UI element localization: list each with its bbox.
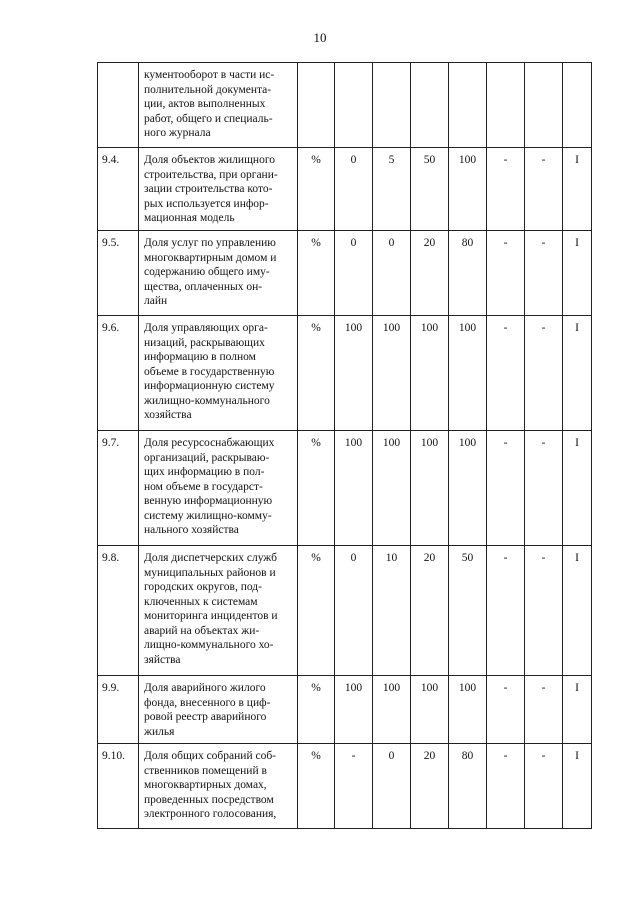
value-cell: 0: [388, 237, 395, 249]
value-cell: 100: [458, 322, 477, 334]
value-cell: 100: [344, 682, 363, 694]
indicator-name: Доля общих собраний соб- ственников помещений в многоквартирных домах, проведенных посредством электронного голосования,: [144, 750, 277, 820]
value-cell: 100: [382, 437, 401, 449]
value-cell: 20: [423, 237, 436, 249]
value-cell: 20: [423, 552, 436, 564]
value-cell: [373, 63, 410, 68]
value-cell: -: [503, 237, 508, 249]
table-row: [98, 546, 592, 676]
value-cell: -: [541, 237, 546, 249]
indicator-name: Доля ресурсоснабжающих организаций, раскрываю- щих информацию в пол- ном объеме в государст- венную информационную систему жилищно-комму- нального хозяйства: [144, 437, 275, 536]
value-cell: -: [503, 552, 508, 564]
indicator-name: Доля аварийного жилого фонда, внесенного в циф- ровой реестр аварийного жилья: [144, 682, 271, 738]
value-cell: -: [541, 682, 546, 694]
value-cell: 100: [458, 437, 477, 449]
table-row: [98, 316, 592, 431]
value-cell: [487, 63, 524, 68]
value-cell: -: [351, 750, 356, 762]
value-cell: -: [503, 154, 508, 166]
row-number: 9.6.: [102, 322, 120, 334]
unit-cell: %: [311, 437, 321, 449]
value-cell: [411, 63, 448, 68]
value-cell: 100: [382, 682, 401, 694]
row-number: 9.10.: [102, 750, 125, 762]
value-cell: [335, 63, 372, 68]
value-cell: -: [503, 322, 508, 334]
value-cell: 50: [423, 154, 436, 166]
value-cell: 100: [420, 682, 439, 694]
indicator-name: Доля диспетчерских служб муниципальных районов и городских округов, под- ключенных к системам мониторинга инцидентов и аварий на объектах жи- лищно-коммунального хо- зяйства: [144, 552, 278, 666]
indicators-table: [97, 62, 592, 829]
indicator-name: Доля объектов жилищного строительства, при органи- зации строительства кото- рых используется инфор- мационная модель: [144, 154, 278, 224]
value-cell: -: [541, 154, 546, 166]
unit-cell: %: [311, 154, 321, 166]
table-row: [98, 231, 592, 316]
value-cell: -: [503, 437, 508, 449]
value-cell: 80: [461, 750, 474, 762]
indicator-name: Доля управляющих орга- низаций, раскрывающих информацию в полном объеме в государственную информационную систему жилищно-коммунального хозяйства: [144, 322, 275, 421]
stage-cell: I: [575, 437, 579, 449]
value-cell: 50: [461, 552, 474, 564]
value-cell: 0: [350, 237, 357, 249]
value-cell: 5: [388, 154, 395, 166]
value-cell: 100: [382, 322, 401, 334]
stage-cell: I: [575, 237, 579, 249]
unit-cell: [298, 63, 334, 68]
table-row: [98, 148, 592, 231]
unit-cell: %: [311, 237, 321, 249]
table-row: [98, 744, 592, 829]
value-cell: -: [541, 552, 546, 564]
value-cell: [525, 63, 562, 68]
row-number: [98, 63, 138, 68]
stage-cell: I: [575, 552, 579, 564]
value-cell: [449, 63, 486, 68]
value-cell: 100: [458, 154, 477, 166]
value-cell: 0: [350, 552, 357, 564]
row-number: 9.4.: [102, 154, 120, 166]
value-cell: -: [503, 750, 508, 762]
value-cell: 100: [420, 437, 439, 449]
stage-cell: I: [575, 322, 579, 334]
row-number: 9.5.: [102, 237, 120, 249]
value-cell: 100: [344, 322, 363, 334]
unit-cell: %: [311, 682, 321, 694]
value-cell: 100: [458, 682, 477, 694]
value-cell: 100: [420, 322, 439, 334]
stage-cell: I: [575, 154, 579, 166]
stage-cell: [563, 63, 591, 68]
stage-cell: I: [575, 682, 579, 694]
value-cell: 80: [461, 237, 474, 249]
value-cell: -: [541, 437, 546, 449]
value-cell: 0: [388, 750, 395, 762]
row-number: 9.9.: [102, 682, 120, 694]
value-cell: 10: [385, 552, 398, 564]
value-cell: 0: [350, 154, 357, 166]
row-number: 9.8.: [102, 552, 120, 564]
table-row: [98, 431, 592, 546]
table-row: [98, 676, 592, 744]
indicator-name: Доля услуг по управлению многоквартирным домом и содержанию общего иму- щества, оплаченных он- лайн: [144, 237, 277, 307]
table-row: [98, 63, 592, 148]
value-cell: -: [503, 682, 508, 694]
unit-cell: %: [311, 552, 321, 564]
value-cell: -: [541, 322, 546, 334]
value-cell: 100: [344, 437, 363, 449]
row-number: 9.7.: [102, 437, 120, 449]
stage-cell: I: [575, 750, 579, 762]
value-cell: 20: [423, 750, 436, 762]
page-number: 10: [313, 30, 327, 45]
unit-cell: %: [311, 750, 321, 762]
value-cell: -: [541, 750, 546, 762]
indicator-name: кументооборот в части ис- полнительной документа- ции, актов выполненных работ, общего и специаль- ного журнала: [144, 69, 275, 139]
unit-cell: %: [311, 322, 321, 334]
